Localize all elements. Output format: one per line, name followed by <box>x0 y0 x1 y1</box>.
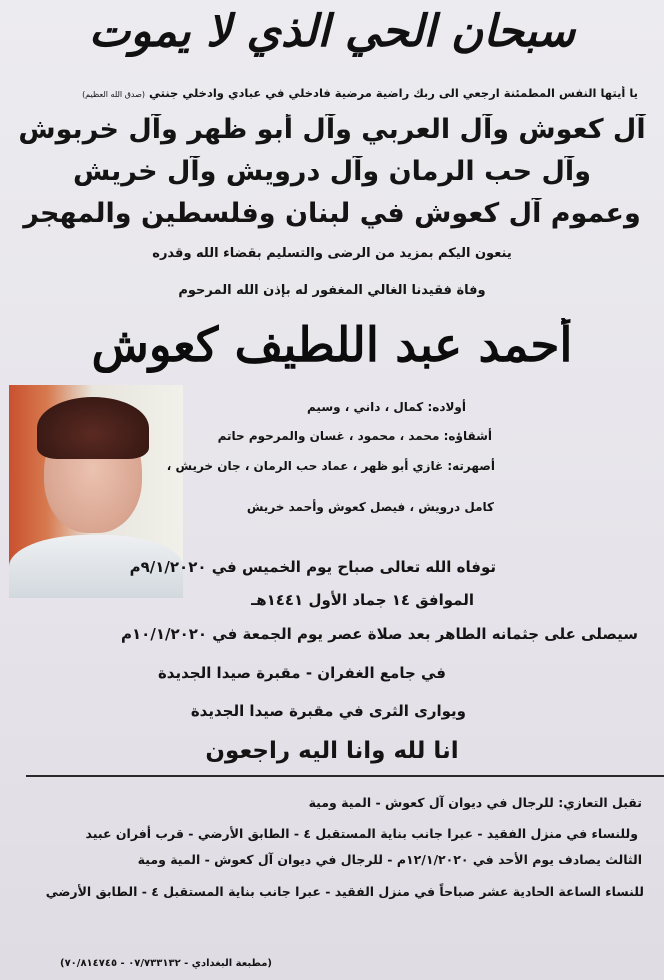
families-line-2: وآل حب الرمان وآل درويش وآل خريش <box>73 156 591 187</box>
death-date-line: توفاه الله تعالى صباح يوم الخميس في ٩/١/٢٠٢٠م <box>129 558 496 576</box>
families-line-1: آل كعوش وآل العربي وآل أبو ظهر وآل خربوش <box>18 114 646 145</box>
header-calligraphy: سبحان الحي الذي لا يموت <box>88 6 576 57</box>
mourning-line-2: وفاة فقيدنا الغالي المغفور له بإذن الله المرحوم <box>178 283 486 298</box>
verse-text: يا أيتها النفس المطمئنة ارجعي الى ربك راضية مرضية فادخلي في عبادي وادخلي جنتي <box>149 86 638 100</box>
hijri-date-line: الموافق ١٤ جماد الأول ١٤٤١هـ <box>251 591 474 609</box>
mourning-line-1: ينعون اليكم بمزيد من الرضى والتسليم بقضاء الله وقدره <box>152 246 512 261</box>
mosque-line: في جامع الغفران - مقبرة صيدا الجديدة <box>157 664 446 682</box>
verse-attribution: (صدق الله العظيم) <box>82 90 146 99</box>
deceased-name: أحمد عبد اللطيف كعوش <box>91 318 573 373</box>
printer-credit: (مطبعة البغدادي - ٠٧/٧٣٣١٣٢ - ٧٠/٨١٤٧٤٥) <box>60 958 272 969</box>
families-line-3: وعموم آل كعوش في لبنان وفلسطين والمهجر <box>23 198 641 229</box>
condolence-line-3: الثالث يصادف يوم الأحد في ١٢/١/٢٠٢٠م - للرجال في ديوان آل كعوش - المية ومية <box>137 852 642 867</box>
condolence-line-4: للنساء الساعة الحادية عشر صباحاً في منزل الفقيد - عبرا جانب بناية المستقبل ٤ - الطابق الأرضي <box>45 884 644 899</box>
condolence-line-2: وللنساء في منزل الفقيد - عبرا جانب بناية المستقبل ٤ - الطابق الأرضي - قرب أفران عبيد <box>85 826 638 841</box>
inlaws-line-2: كامل درويش ، فيصل كعوش وأحمد خريش <box>246 500 494 514</box>
condolence-line-1: تقبل التعازي: للرجال في ديوان آل كعوش - المية ومية <box>308 795 642 810</box>
divider-rule <box>26 775 664 777</box>
photo-hair <box>37 397 149 459</box>
burial-line: ويوارى الثرى في مقبرة صيدا الجديدة <box>190 702 466 720</box>
siblings-line: أشقاؤه: محمد ، محمود ، غسان والمرحوم حاتم <box>217 429 492 443</box>
inna-lillah: انا لله وانا اليه راجعون <box>205 738 459 764</box>
inlaws-line-1: أصهرته: غازي أبو ظهر ، عماد حب الرمان ، جان خريش ، <box>166 459 495 473</box>
funeral-prayer-line: سيصلى على جثمانه الطاهر بعد صلاة عصر يوم الجمعة في ١٠/١/٢٠٢٠م <box>121 625 638 643</box>
quran-verse <box>20 86 638 100</box>
children-line: أولاده: كمال ، داني ، وسيم <box>307 400 466 414</box>
